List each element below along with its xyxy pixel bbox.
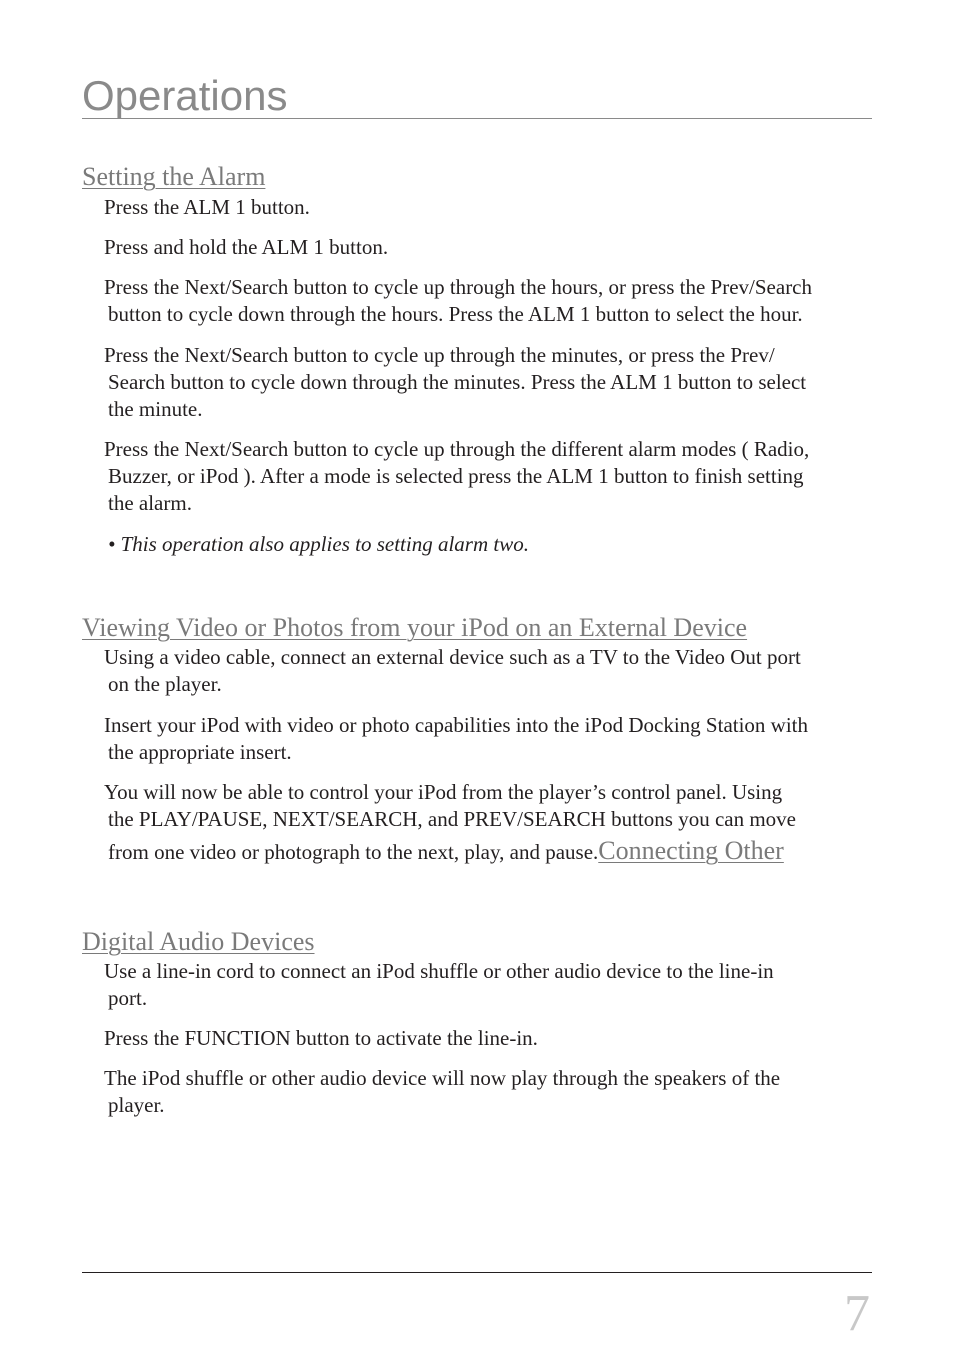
alarm-step-3-line-2: button to cycle down through the hours. Press the ALM 1 button to select the hour. xyxy=(108,302,803,326)
alarm-note: • This operation also applies to setting alarm two. xyxy=(108,532,529,556)
alarm-step-1 xyxy=(104,194,874,221)
digital-step-3 xyxy=(104,1065,874,1119)
video-step-3-line-3-text: from one video or photograph to the next, play, and pause. xyxy=(108,840,599,864)
section-heading-setting-alarm: Setting the Alarm xyxy=(82,162,266,191)
alarm-step-3 xyxy=(104,274,874,328)
digital-step-3-line-1: The iPod shuffle or other audio device will now play through the speakers of the xyxy=(104,1066,781,1090)
digital-step-3-line-2: player. xyxy=(108,1093,165,1117)
section-heading-digital-audio: Digital Audio Devices xyxy=(82,927,315,956)
digital-step-1-line-1: Use a line-in cord to connect an iPod shuffle or other audio device to the line-in xyxy=(104,959,774,983)
alarm-step-5-line-1: Press the Next/Search button to cycle up through the different alarm modes ( Radio, xyxy=(104,437,810,461)
digital-step-2 xyxy=(104,1025,874,1052)
title-divider xyxy=(82,118,872,119)
video-step-3-line-1: You will now be able to control your iPod from the player’s control panel. Using xyxy=(104,780,783,804)
digital-step-2-text: Press the FUNCTION button to activate the line-in. xyxy=(104,1026,538,1050)
video-step-1 xyxy=(104,644,874,698)
alarm-step-2 xyxy=(104,234,874,261)
alarm-step-4-line-1: Press the Next/Search button to cycle up through the minutes, or press the Prev/ xyxy=(104,343,775,367)
digital-step-1-line-2: port. xyxy=(108,986,148,1010)
alarm-step-4-line-2: Search button to cycle down through the minutes. Press the ALM 1 button to select xyxy=(108,370,807,394)
alarm-step-4-line-3: the minute. xyxy=(108,397,203,421)
video-step-3-line-2: the PLAY/PAUSE, NEXT/SEARCH, and PREV/SEARCH buttons you can move xyxy=(108,807,796,831)
alarm-step-5-line-3: the alarm. xyxy=(108,491,192,515)
video-step-2-line-2: the appropriate insert. xyxy=(108,740,292,764)
page-number: 7 xyxy=(844,1285,870,1342)
alarm-step-3-line-1: Press the Next/Search button to cycle up through the hours, or press the Prev/Search xyxy=(104,275,813,299)
alarm-step-5 xyxy=(104,436,874,517)
alarm-step-5-line-2: Buzzer, or iPod ). After a mode is selected press the ALM 1 button to finish setting xyxy=(108,464,804,488)
video-step-1-line-1: Using a video cable, connect an external device such as a TV to the Video Out port xyxy=(104,645,801,669)
video-step-3 xyxy=(104,779,874,866)
video-step-3-line-3 xyxy=(104,837,874,866)
video-step-1-line-2: on the player. xyxy=(108,672,222,696)
footer-divider xyxy=(82,1272,872,1273)
alarm-step-1-text: Press the ALM 1 button. xyxy=(104,195,310,219)
inline-heading-connecting-other: Connecting Other xyxy=(598,836,784,865)
video-step-2 xyxy=(104,712,874,766)
alarm-step-2-text: Press and hold the ALM 1 button. xyxy=(104,235,389,259)
video-step-2-line-1: Insert your iPod with video or photo capabilities into the iPod Docking Station with xyxy=(104,713,809,737)
section-heading-viewing-video: Viewing Video or Photos from your iPod on an External Device xyxy=(82,613,748,642)
digital-step-1 xyxy=(104,958,874,1012)
alarm-step-4 xyxy=(104,342,874,423)
page-title: Operations xyxy=(82,72,288,119)
